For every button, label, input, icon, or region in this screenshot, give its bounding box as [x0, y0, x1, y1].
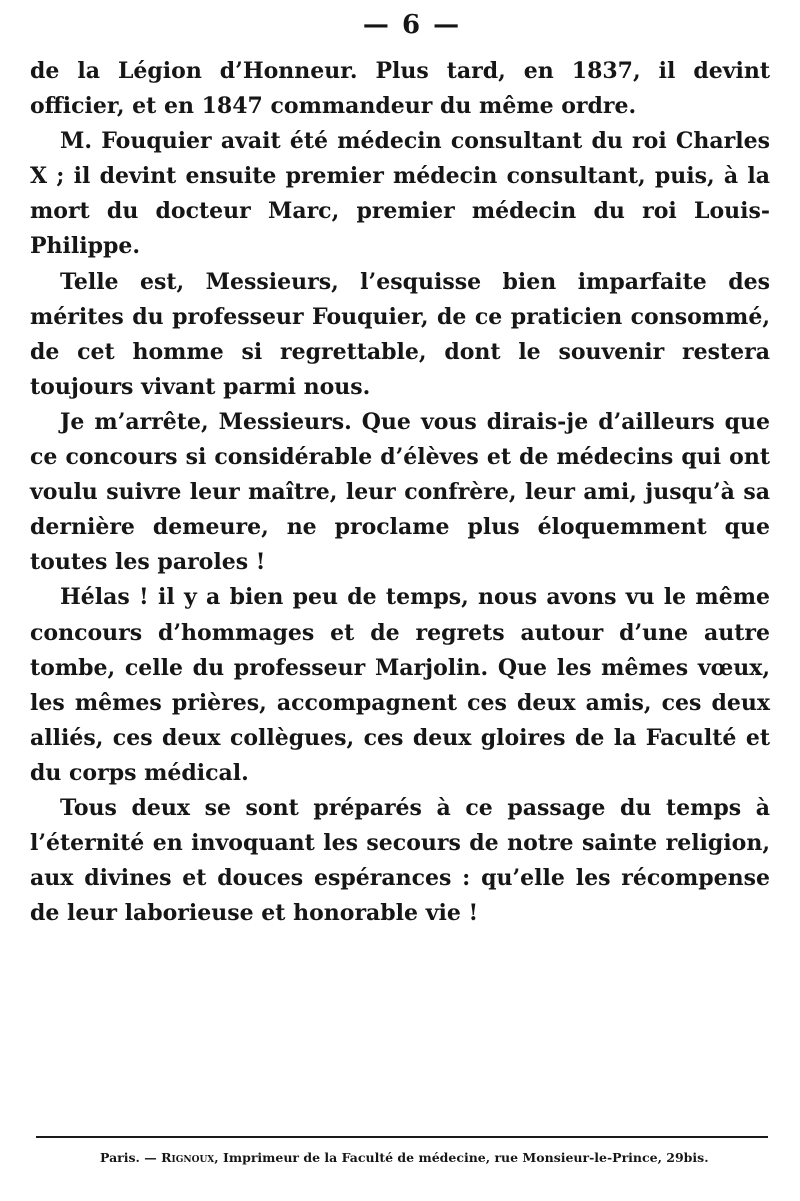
page-number: — 6 — [362, 10, 462, 40]
paragraph: Telle est, Messieurs, l’esquisse bien imparfaite des mérites du professeur Fouquier, de ce praticien consommé, de cet homme si regrettable, dont le souvenir restera toujours vivant parmi nous. [30, 268, 770, 400]
paragraph: M. Fouquier avait été médecin consultant du roi Charles X ; il devint ensuite premier médecin consultant, puis, à la mort du docteur Marc, premier médecin du roi Louis-Philippe. [30, 128, 770, 260]
footer-city: Paris. — [100, 1150, 157, 1165]
footer-rule [36, 1136, 768, 1138]
printer-footer [100, 1150, 709, 1165]
paragraph: Hélas ! il y a bien peu de temps, nous avons vu le même concours d’hommages et de regrets autour d’une autre tombe, celle du professeur Marjolin. Que les mêmes vœux, les mêmes prières, accompagnent ces deux amis, ces deux alliés, ces deux collègues, ces deux gloires de la Faculté et du corps médical. [30, 584, 770, 786]
paragraph: Je m’arrête, Messieurs. Que vous dirais-je d’ailleurs que ce concours si considérable d’élèves et de médecins qui ont voulu suivre leur maître, leur confrère, leur ami, jusqu’à sa dernière demeure, ne proclame plus éloquemment que toutes les paroles ! [30, 408, 770, 576]
footer-address: Imprimeur de la Faculté de médecine, rue Monsieur-le-Prince, 29bis. [223, 1150, 709, 1165]
paragraph: Tous deux se sont préparés à ce passage du temps à l’éternité en invoquant les secours de notre sainte religion, aux divines et douces espérances : qu’elle les récompense de leur laborieuse et honorable vie ! [30, 794, 770, 927]
body-text [30, 54, 770, 931]
paragraph: de la Légion d’Honneur. Plus tard, en 1837, il devint officier, et en 1847 commandeur du même ordre. [30, 58, 770, 120]
footer-printer: Rignoux, [161, 1150, 219, 1165]
